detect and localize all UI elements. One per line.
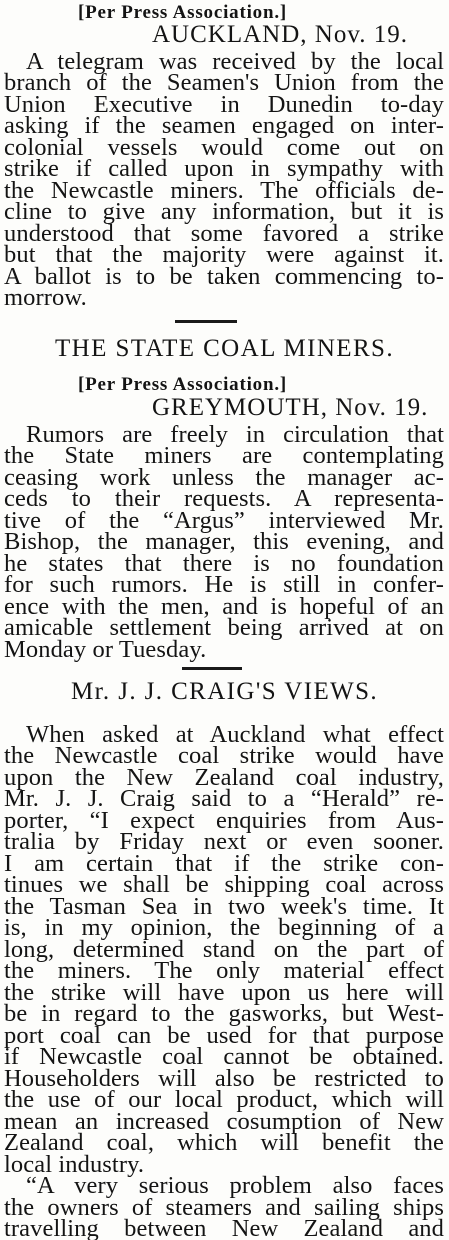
article-line: if Newcastle coal cannot be obtained. bbox=[4, 1043, 444, 1070]
article-line: Householders will also be restricted to bbox=[4, 1065, 444, 1092]
article-line: When asked at Auckland what effect bbox=[26, 721, 444, 748]
article-line: Mr. J. J. Craig said to a “Herald” re- bbox=[4, 785, 444, 812]
article-line: long, determined stand on the part of bbox=[4, 936, 444, 963]
section-divider bbox=[182, 667, 242, 670]
press-association-credit: [Per Press Association.] bbox=[78, 2, 287, 23]
article-line: strike if called upon in sympathy with bbox=[4, 155, 444, 182]
article-line: understood that some favored a strike bbox=[4, 220, 444, 247]
article-line: Union Executive in Dunedin to-day bbox=[4, 91, 444, 118]
article-line: he states that there is no foundation bbox=[4, 550, 444, 577]
article-line: for such rumors. He is still in confer- bbox=[4, 571, 444, 598]
article-line: the owners of steamers and sailing ships bbox=[4, 1194, 444, 1221]
press-association-credit: [Per Press Association.] bbox=[78, 374, 287, 395]
dateline-greymouth: GREYMOUTH, Nov. 19. bbox=[152, 394, 429, 421]
headline-state-coal-miners: THE STATE COAL MINERS. bbox=[55, 335, 394, 362]
article-line: port coal can be used for that purpose bbox=[4, 1022, 444, 1049]
article-line: travelling between New Zealand and bbox=[4, 1215, 444, 1240]
article-line: tinues we shall be shipping coal across bbox=[4, 871, 444, 898]
article-line: the strike will have upon us here will bbox=[4, 979, 444, 1006]
article-line: Rumors are freely in circulation that bbox=[26, 421, 444, 448]
article-line: morrow. bbox=[4, 284, 87, 311]
article-line: upon the New Zealand coal industry, bbox=[4, 764, 444, 791]
article-line: but that the majority were against it. bbox=[4, 241, 444, 268]
article-line: amicable settlement being arrived at on bbox=[4, 614, 444, 641]
article-line: the State miners are contemplating bbox=[4, 442, 444, 469]
section-divider bbox=[175, 320, 237, 323]
article-line: the miners. The only material effect bbox=[4, 957, 444, 984]
article-line: Zealand coal, which will benefit the bbox=[4, 1129, 444, 1156]
article-line: A telegram was received by the local bbox=[26, 48, 444, 75]
article-line: local industry. bbox=[4, 1151, 145, 1178]
article-line: A ballot is to be taken commencing to- bbox=[4, 263, 444, 290]
article-line: branch of the Seamen's Union from the bbox=[4, 69, 444, 96]
article-line: the Newcastle coal strike would have bbox=[4, 742, 444, 769]
article-line: the use of our local product, which will bbox=[4, 1086, 444, 1113]
article-line: is, in my opinion, the beginning of a bbox=[4, 914, 444, 941]
article-line: ceasing work unless the manager ac- bbox=[4, 464, 444, 491]
article-line: asking if the seamen engaged on inter- bbox=[4, 112, 444, 139]
article-line: the Newcastle miners. The officials de- bbox=[4, 177, 444, 204]
article-line: be in regard to the gasworks, but West- bbox=[4, 1000, 444, 1027]
article-line: tralia by Friday next or even sooner. bbox=[4, 828, 444, 855]
article-line: porter, “I expect enquiries from Aus- bbox=[4, 807, 444, 834]
article-line: Monday or Tuesday. bbox=[4, 636, 207, 663]
article-line: Bishop, the manager, this evening, and bbox=[4, 528, 444, 555]
article-line: ence with the men, and is hopeful of an bbox=[4, 593, 444, 620]
article-line: “A very serious problem also faces bbox=[26, 1172, 444, 1199]
dateline-auckland: AUCKLAND, Nov. 19. bbox=[152, 21, 408, 48]
headline-craigs-views: Mr. J. J. CRAIG'S VIEWS. bbox=[70, 678, 379, 705]
article-line: ceds to their requests. A representa- bbox=[4, 485, 444, 512]
article-line: tive of the “Argus” interviewed Mr. bbox=[4, 507, 444, 534]
article-line: cline to give any information, but it is bbox=[4, 198, 444, 225]
article-line: I am certain that if the strike con- bbox=[4, 850, 444, 877]
article-line: the Tasman Sea in two week's time. It bbox=[4, 893, 444, 920]
article-line: colonial vessels would come out on bbox=[4, 134, 444, 161]
article-line: mean an increased cosumption of New bbox=[4, 1108, 444, 1135]
